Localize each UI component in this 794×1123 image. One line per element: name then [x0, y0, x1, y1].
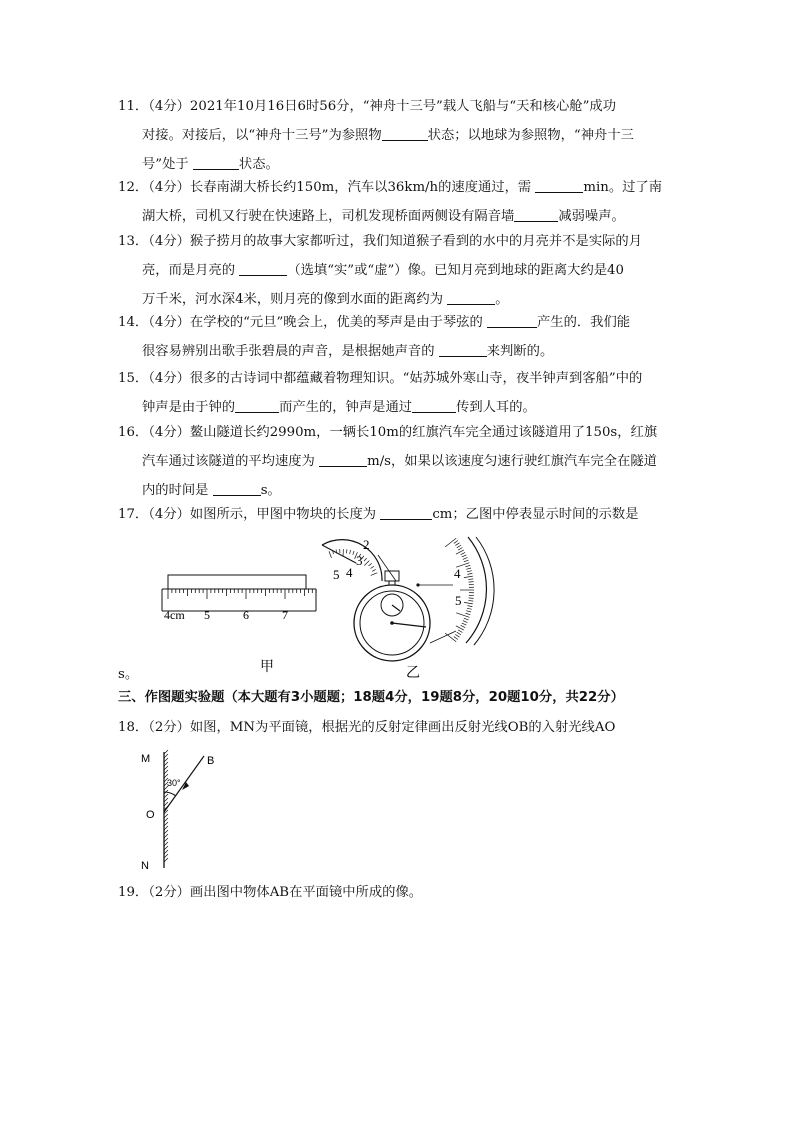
second-tick [464, 560, 469, 562]
q11-line2 [118, 121, 678, 150]
second-ticks [445, 538, 474, 641]
answer-blank[interactable] [447, 290, 495, 305]
second-tick [462, 623, 467, 625]
answer-blank[interactable] [319, 452, 367, 467]
second-tick [468, 579, 473, 580]
second-tick [464, 576, 473, 577]
q11-line2-text-b: 状态；以地球为参照物，“神舟十三 [427, 128, 634, 143]
second-tick [466, 568, 471, 569]
second-tick [461, 625, 465, 627]
minute-tick [364, 561, 369, 566]
stopwatch-diagram [322, 537, 494, 680]
ruler-ticks [168, 589, 316, 599]
answer-blank[interactable] [239, 261, 287, 276]
answer-blank[interactable] [193, 155, 239, 170]
ruler-label-6: 6 [243, 608, 249, 622]
label-N: N [141, 860, 149, 872]
q17-tail [118, 660, 678, 689]
second-tick [463, 557, 468, 559]
question-19 [118, 878, 678, 907]
minute-tick [371, 566, 374, 568]
q17-line1-text: 17．（4分）如图所示，甲图中物块的长度为 [118, 507, 381, 522]
leader-dot [416, 583, 419, 586]
minute-label-3: 3 [356, 553, 363, 568]
minute-tick [353, 551, 354, 555]
q14-line1-text-b: 产生的．我们能 [536, 315, 631, 330]
answer-blank[interactable] [535, 178, 583, 193]
stopwatch-pivot [390, 621, 394, 625]
second-tick [467, 606, 472, 607]
question-11 [118, 92, 678, 179]
question-18 [118, 713, 678, 742]
q12-line2-text-b: 减弱噪声。 [558, 209, 625, 224]
ruler-label-7: 7 [282, 608, 288, 622]
second-tick [458, 547, 462, 550]
second-tick [467, 573, 472, 574]
second-tick [462, 555, 467, 557]
q18-figure [138, 746, 228, 874]
q13-line3-text: 万千米，河水深4米，则月亮的像到水面的距离约为 [142, 292, 448, 307]
question-15 [118, 364, 678, 422]
answer-blank[interactable] [487, 313, 537, 328]
answer-blank[interactable] [213, 481, 261, 496]
second-tick [461, 552, 465, 554]
second-tick [454, 541, 458, 544]
answer-blank[interactable] [412, 398, 456, 413]
label-jia: 甲 [260, 658, 274, 674]
label-B: B [207, 755, 215, 767]
minute-tick [372, 569, 376, 571]
minute-label-4: 4 [346, 565, 353, 580]
q13-line2 [118, 256, 678, 285]
q15-line1: 15．（4分）很多的古诗词中都蕴藏着物理知识。“姑苏城外寒山寺，夜半钟声到客船”中的 [118, 371, 643, 386]
q16-line2 [118, 447, 678, 476]
second-tick [463, 621, 468, 623]
minute-tick [364, 558, 367, 561]
minute-tick [371, 573, 377, 576]
q13-line3-text-b: 。 [495, 292, 509, 307]
second-tick [454, 637, 458, 640]
q11-line3-text-b: 状态。 [238, 157, 279, 172]
q14-line2-text: 很容易辨别出歌手张碧晨的声音，是根据她声音的 [142, 344, 439, 359]
measured-block [168, 575, 306, 589]
question-14 [118, 308, 678, 366]
minute-tick [369, 563, 372, 565]
second-tick [466, 613, 471, 614]
second-tick [455, 634, 459, 637]
question-12 [118, 173, 678, 231]
second-tick [457, 632, 461, 635]
q12-line2-text: 湖大桥，司机又行驶在快速路上，司机发现桥面两侧设有隔音墙 [142, 209, 515, 224]
question-17 [118, 500, 678, 529]
q14-line1-text: 14．（4分）在学校的“元旦”晚会上，优美的琴声是由于琴弦的 [118, 315, 487, 330]
q15-line2-text-c: 传到人耳的。 [456, 400, 536, 415]
second-label-4: 4 [454, 566, 461, 581]
minute-tick [346, 549, 347, 553]
q17-figure [150, 535, 510, 680]
q13-line2-text-b: （选填“实”或“虚”）像。已知月亮到地球的距离大约是40 [287, 263, 624, 278]
angle-label: 30° [167, 778, 181, 788]
q11-line1: 11．（4分）2021年10月16日6时56分，“神舟十三号”载人飞船与“天和核心舱”成功 [118, 99, 616, 114]
q14-line2 [118, 337, 678, 366]
stopwatch-crown [385, 571, 399, 581]
q12-line1-text: 12．（4分）长春南湖大桥长约150m，汽车以36km/h的速度通过，需 [118, 180, 536, 195]
answer-blank[interactable] [380, 505, 432, 520]
ruler-label-5: 5 [204, 608, 210, 622]
minute-tick [350, 550, 351, 554]
q14-line2-text-b: 来判断的。 [486, 344, 554, 359]
minute-label-2: 2 [363, 537, 370, 552]
second-tick [467, 571, 472, 572]
q12-line1 [118, 173, 678, 202]
q16-line2-text: 汽车通过该隧道的平均速度为 [142, 454, 320, 469]
answer-blank[interactable] [235, 398, 279, 413]
q15-line2-text-b: 而产生的，钟声是通过 [279, 400, 413, 415]
label-yi: 乙 [406, 664, 420, 680]
q15-line2-text: 钟声是由于钟的 [142, 400, 236, 415]
q11-line2-text: 对接。对接后，以“神舟十三号”为参照物 [142, 128, 382, 143]
second-tick [455, 543, 459, 546]
answer-blank[interactable] [439, 342, 487, 357]
second-tick [457, 545, 461, 548]
second-tick [464, 602, 473, 603]
second-tick [466, 565, 471, 566]
q19-text: 19．（2分）画出图中物体AB在平面镜中所成的像。 [118, 885, 423, 900]
q18-text: 18．（2分）如图，MN为平面镜，根据光的反射定律画出反射光线OB的入射光线AO [118, 720, 616, 735]
q14-line1 [118, 308, 678, 337]
second-zoom-arc-outer [474, 537, 494, 645]
q17-tail-text: s。 [118, 667, 139, 682]
q13-line1: 13．（4分）猴子捞月的故事大家都听过，我们知道猴子看到的水中的月亮并不是实际的月 [118, 234, 643, 249]
answer-blank[interactable] [382, 126, 428, 141]
second-tick [464, 618, 469, 620]
q17-line1 [118, 500, 678, 529]
minute-label-5: 5 [333, 567, 340, 582]
q13-line2-text: 亮，而是月亮的 [142, 263, 240, 278]
second-tick [468, 600, 473, 601]
q16-line1: 16．（4分）鳌山隧道长约2990m，一辆长10m的红旗汽车完全通过该隧道用了150s，红旗 [118, 425, 658, 440]
second-leader-2 [430, 631, 456, 643]
second-tick [458, 630, 462, 633]
label-M: M [141, 753, 151, 765]
q16-line2-text-b: m/s，如果以该速度匀速行驶红旗汽车完全在隧道 [367, 454, 657, 469]
question-16 [118, 418, 678, 505]
minute-tick [329, 551, 331, 558]
q12-line1-text-b: min。过了南 [583, 180, 663, 195]
label-O: O [146, 809, 155, 821]
second-tick [466, 611, 471, 612]
q16-line3-text-b: s。 [260, 483, 281, 498]
q11-line3-text: 号”处于 [142, 157, 193, 172]
q17-line1-text-b: cm；乙图中停表显示时间的示数是 [432, 507, 639, 522]
minute-pointer [322, 545, 356, 563]
section-3-title: 三、作图题实验题（本大题有3小题题；18题4分，19题8分，20题10分，共22分） [118, 690, 624, 705]
answer-blank[interactable] [514, 207, 558, 222]
ruler-label-4cm: 4cm [164, 608, 185, 622]
second-label-5: 5 [455, 593, 462, 608]
question-13 [118, 227, 678, 314]
q16-line3-text: 内的时间是 [142, 483, 213, 498]
second-tick [467, 608, 472, 609]
